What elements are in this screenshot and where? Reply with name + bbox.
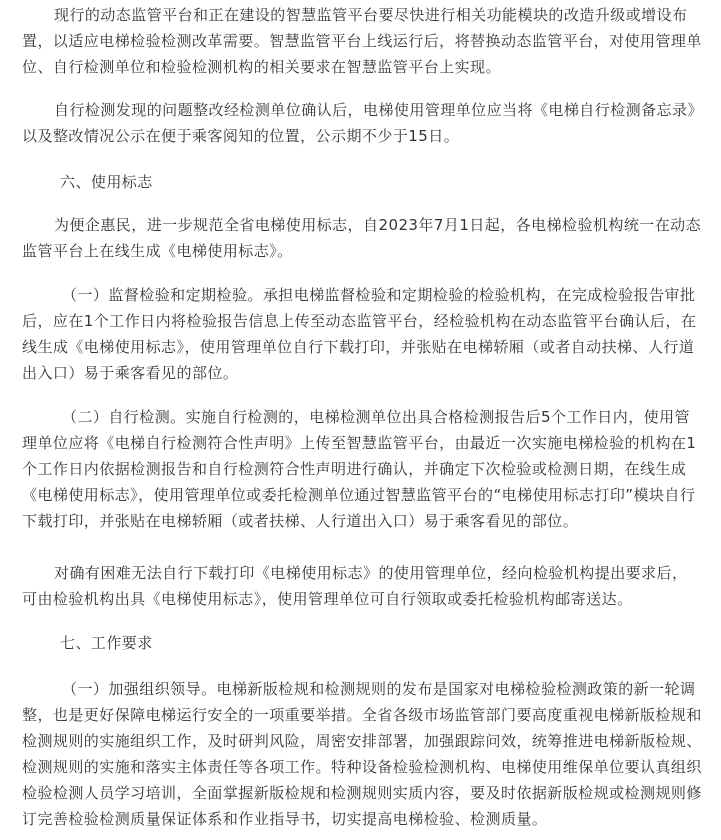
paragraph-organization-leadership: （一）加强组织领导。电梯新版检规和检测规则的发布是国家对电梯检验检测政策的新一轮调整，也是更好保障电梯运行安全的一项重要举措。全省各级市场监管部门要高度重视电梯新版检规和检测规则的实施组织工作，及时研判风险，周密安排部署，加强跟踪问效，统筹推进电梯新版检规、检测规则的实施和落实主体责任等各项工作。特种设备检验检测机构、电梯使用维保单位要认真组织检验检测人员学习培训，全面掌握新版检规和检测规则实质内容，要及时依据新版检规或检测规则修订完善检验检测质量保证体系和作业指导书，切实提高电梯检验、检测质量。 xyxy=(22,680,702,828)
paragraph-self-testing: （二）自行检测。实施自行检测的，电梯检测单位出具合格检测报告后5个工作日内，使用管理单位应将《电梯自行检测符合性声明》上传至智慧监管平台，由最近一次实施电梯检验的机构在1个工作日内依据检测报告和自行检测符合性声明进行确认，并确定下次检验或检测日期，在线生成《电梯使用标志》，使用管理单位或委托检测单位通过智慧监管平台的“电梯使用标志打印”模块自行下载打印，并张贴在电梯轿厢（或者扶梯、人行道出入口）易于乘客看见的部位。 xyxy=(22,408,697,530)
paragraph-difficulty-printing: 对确有困难无法自行下载打印《电梯使用标志》的使用管理单位，经向检验机构提出要求后，可由检验机构出具《电梯使用标志》，使用管理单位可自行领取或委托检验机构邮寄送达。 xyxy=(22,564,688,608)
section-heading-work-requirements: 七、工作要求 xyxy=(60,634,153,652)
paragraph-platform-upgrade: 现行的动态监管平台和正在建设的智慧监管平台要尽快进行相关功能模块的改造升级或增设布置，以适应电梯检验检测改革需要。智慧监管平台上线运行后，将替换动态监管平台，对使用管理单位、自行检测单位和检验检测机构的相关要求在智慧监管平台上实现。 xyxy=(22,6,702,76)
paragraph-self-test-disclosure: 自行检测发现的问题整改经检测单位确认后，电梯使用管理单位应当将《电梯自行检测备忘录》以及整改情况公示在便于乘客阅知的位置，公示期不少于15日。 xyxy=(22,101,696,145)
paragraph-usage-sign-intro: 为便企惠民，进一步规范全省电梯使用标志，自2023年7月1日起，各电梯检验机构统一在动态监管平台上在线生成《电梯使用标志》。 xyxy=(22,216,702,260)
paragraph-supervision-inspection: （一）监督检验和定期检验。承担电梯监督检验和定期检验的检验机构，在完成检验报告审批后，应在1个工作日内将检验报告信息上传至动态监管平台，经检验机构在动态监管平台确认后，在线生成《电梯使用标志》，使用管理单位自行下载打印，并张贴在电梯轿厢（或者自动扶梯、人行道出入口）易于乘客看见的部位。 xyxy=(22,286,697,382)
section-heading-usage-sign: 六、使用标志 xyxy=(60,173,153,191)
